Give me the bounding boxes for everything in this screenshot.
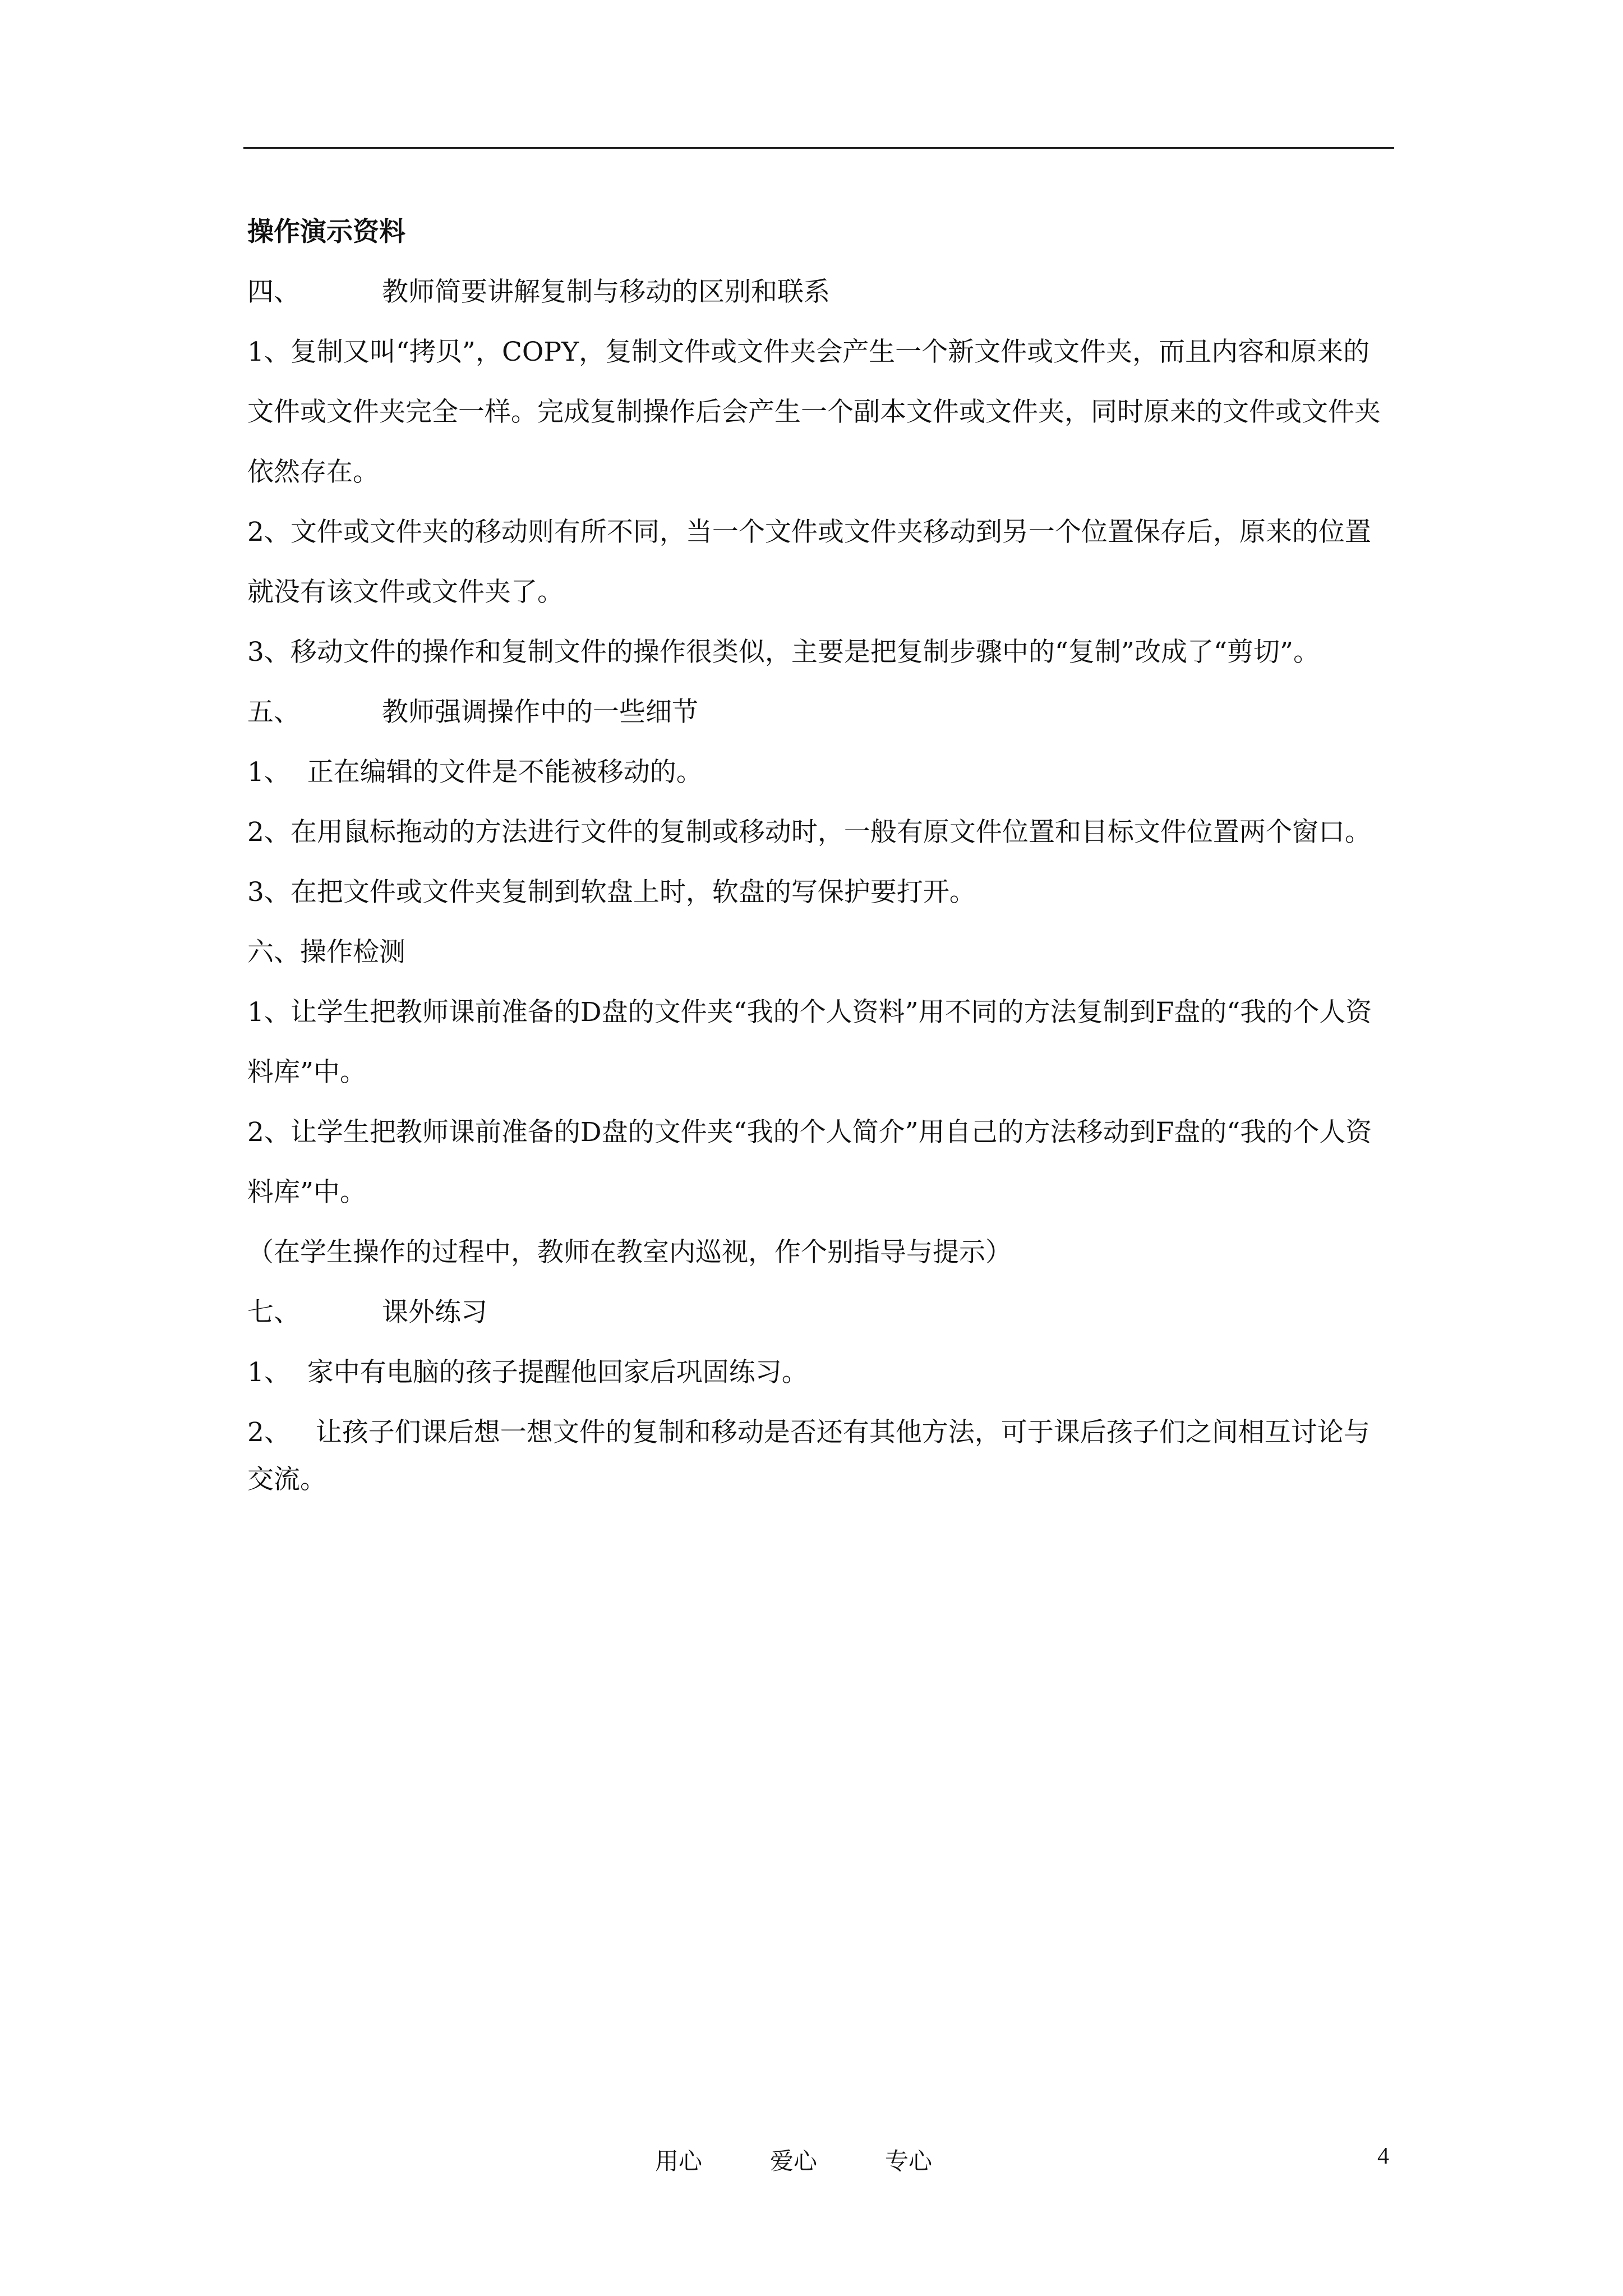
footer-mottos (655, 2143, 1000, 2177)
section-7-title: 课外练习 (382, 1297, 487, 1328)
document-heading: 操作演示资料 (247, 217, 405, 247)
section-5-item-1: 1、 正在编辑的文件是不能被移动的。 (247, 757, 703, 788)
footer-motto-2: 爱心 (770, 2147, 818, 2175)
section-6-item-2: 2、让学生把教师课前准备的D盘的文件夹“我的个人简介”用自己的方法移动到F盘的“我的个人资料库”中。 (247, 1117, 1372, 1208)
section-4-heading (247, 262, 1391, 322)
section-4-item-1: 1、复制又叫“拷贝”，COPY，复制文件或文件夹会产生一个新文件或文件夹，而且内容和原来的文件或文件夹完全一样。完成复制操作后会产生一个副本文件或文件夹，同时原来的文件或文件夹依然存在。 (247, 337, 1381, 487)
section-4-number: 四、 (247, 277, 300, 307)
section-4-title: 教师简要讲解复制与移动的区别和联系 (382, 277, 830, 307)
section-5-heading (247, 682, 1391, 742)
section-7-item-2: 2、 让孩子们课后想一想文件的复制和移动是否还有其他方法，可于课后孩子们之间相互讨论与交流。 (247, 1417, 1370, 1495)
section-6-heading: 六、操作检测 (247, 937, 405, 968)
footer-motto-3: 专心 (885, 2147, 933, 2175)
section-5-title: 教师强调操作中的一些细节 (382, 697, 698, 728)
section-6-item-1: 1、让学生把教师课前准备的D盘的文件夹“我的个人资料”用不同的方法复制到F盘的“我的个人资料库”中。 (247, 997, 1372, 1088)
section-5-item-3: 3、在把文件或文件夹复制到软盘上时，软盘的写保护要打开。 (247, 877, 976, 908)
document-body (247, 202, 1391, 1503)
section-4-item-2: 2、文件或文件夹的移动则有所不同，当一个文件或文件夹移动到另一个位置保存后，原来的位置就没有该文件或文件夹了。 (247, 517, 1371, 608)
section-7-heading (247, 1282, 1391, 1342)
page-number: 4 (1377, 2143, 1389, 2169)
header-rule (243, 147, 1394, 149)
section-4-item-3: 3、移动文件的操作和复制文件的操作很类似，主要是把复制步骤中的“复制”改成了“剪切”。 (247, 637, 1320, 668)
section-5-number: 五、 (247, 697, 300, 728)
section-6-note: （在学生操作的过程中，教师在教室内巡视，作个别指导与提示） (247, 1237, 1012, 1268)
section-7-item-1: 1、 家中有电脑的孩子提醒他回家后巩固练习。 (247, 1357, 808, 1388)
section-5-item-2: 2、在用鼠标拖动的方法进行文件的复制或移动时，一般有原文件位置和目标文件位置两个窗口。 (247, 817, 1371, 848)
footer-motto-1: 用心 (655, 2147, 703, 2175)
section-7-number: 七、 (247, 1297, 300, 1328)
